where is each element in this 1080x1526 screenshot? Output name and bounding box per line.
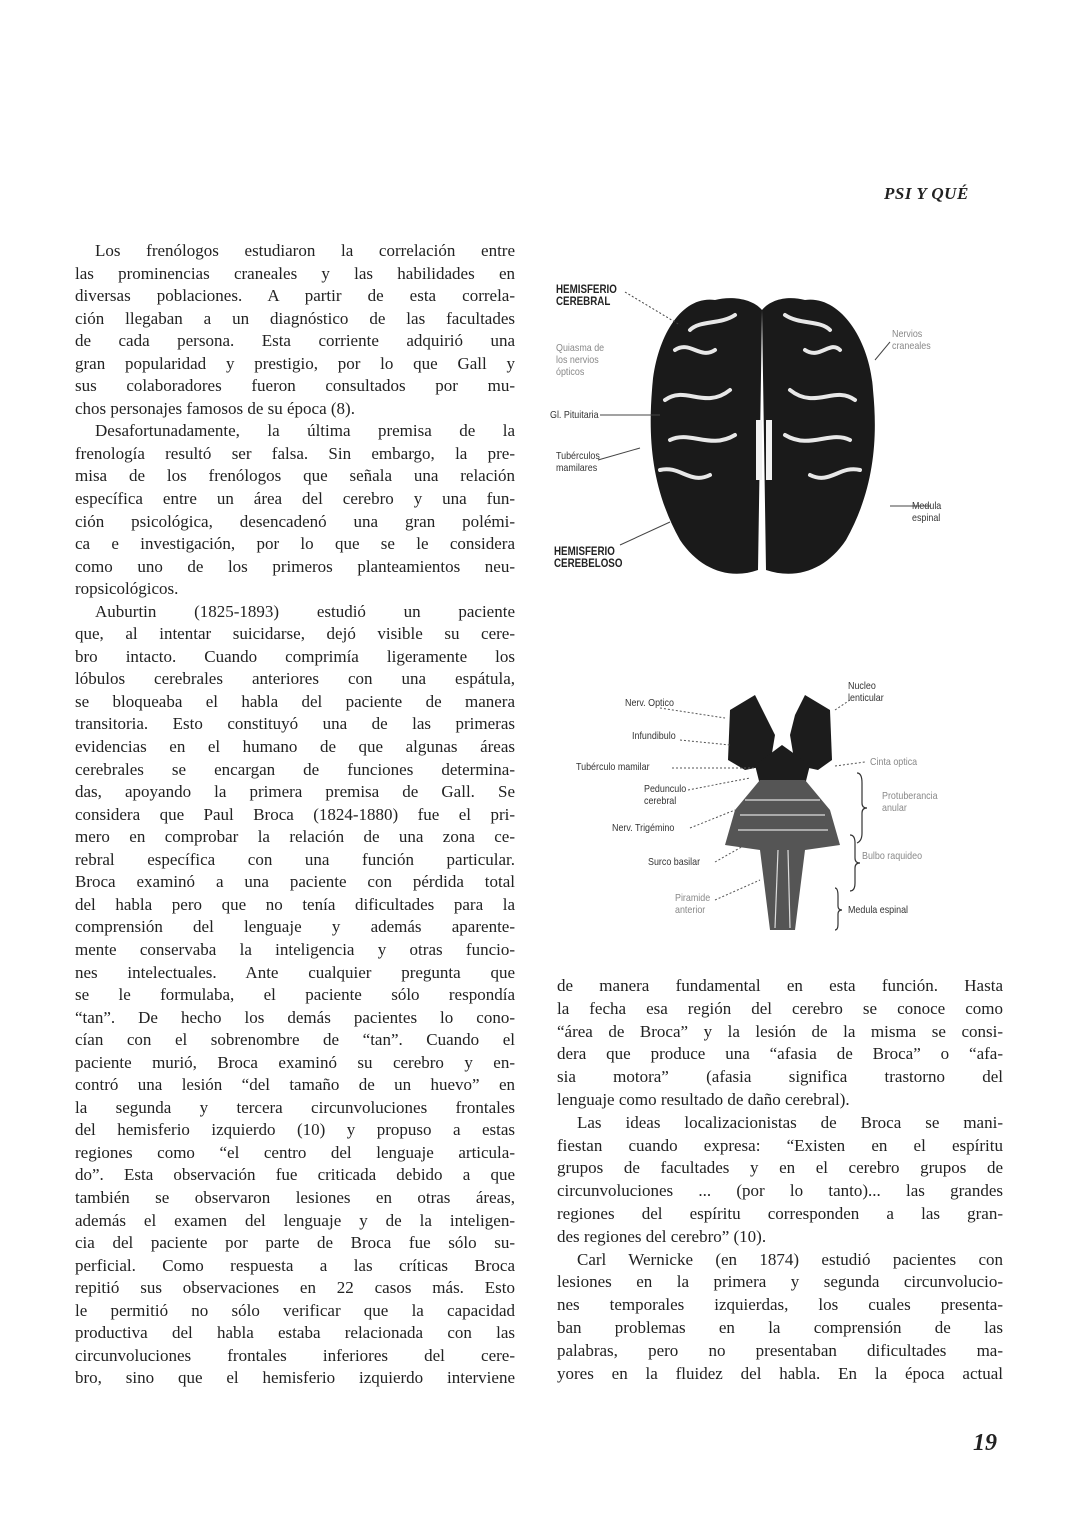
label-cinta-optica: Cinta optica bbox=[870, 756, 918, 768]
label-nervios-craneales: Nervios craneales bbox=[892, 328, 931, 352]
text-line: repitió sus observaciones en 22 casos más. Esto bbox=[75, 1278, 515, 1298]
left-text-column bbox=[75, 240, 515, 1390]
label-infundibulo: Infundibulo bbox=[632, 730, 676, 742]
text-line: grupos de facultades y en el cerebro grupos de bbox=[557, 1158, 1003, 1178]
right-text-column bbox=[557, 975, 1003, 1385]
text-line: mente conservaba la inteligencia y otras funcio- bbox=[75, 939, 515, 959]
label-hemisferio-cerebeloso: HEMISFERIO CEREBELOSO bbox=[554, 546, 623, 570]
text-line: misa de los frenólogos que señala una relación bbox=[75, 466, 515, 486]
text-line: cerebrales se encargan de funciones determina- bbox=[75, 759, 515, 779]
text-line: como uno de los primeros planteamientos neu- bbox=[75, 556, 515, 576]
text-line: específica entre un área del cerebro y una fun- bbox=[75, 489, 515, 509]
text-line: lesiones en la primera y segunda circunvolucio- bbox=[557, 1272, 1003, 1292]
text-line: circunvoluciones ... (por lo tanto)... las grandes bbox=[557, 1181, 1003, 1201]
text-line: das, apoyando la primera premisa de Gall. Se bbox=[75, 782, 515, 802]
text-line: de manera fundamental en esta función. Hasta bbox=[557, 976, 1003, 995]
text-line: Carl Wernicke (en 1874) estudió pacientes con bbox=[577, 1249, 1003, 1269]
label-trigemino: Nerv. Trigémino bbox=[612, 822, 675, 834]
text-line: ción llegaban a un diagnóstico de las facultades bbox=[75, 308, 515, 328]
label-pedunculo: Pedunculo cerebral bbox=[644, 783, 687, 807]
brainstem-figure bbox=[560, 670, 980, 940]
label-hemisferio-cerebral: HEMISFERIO CEREBRAL bbox=[556, 284, 617, 308]
text-line: evidencias en el humano de que algunas áreas bbox=[75, 737, 515, 757]
text-line: además el examen del lenguaje y de la inteligen- bbox=[75, 1210, 515, 1230]
text-line: Broca examinó a una paciente con pérdida total bbox=[75, 872, 515, 892]
text-line: también se observaron lesiones en otras áreas, bbox=[75, 1187, 515, 1207]
text-line: fiestan cuando expresa: “Existen en el espíritu bbox=[557, 1135, 1003, 1155]
label-nucleo-lenticular: Nucleo lenticular bbox=[848, 680, 884, 704]
label-protuberancia: Protuberancia anular bbox=[882, 790, 938, 814]
text-line: considera que Paul Broca (1824-1880) fue el pri- bbox=[75, 804, 515, 824]
text-line: de cada persona. Esta corriente adquirió una bbox=[75, 331, 515, 351]
text-line: cia del paciente por parte de Broca fue sólo su- bbox=[75, 1233, 515, 1253]
text-line: la fecha esa región del cerebro se conoce como bbox=[557, 998, 1003, 1018]
text-line: se bloqueaba el habla del paciente de manera bbox=[75, 691, 515, 711]
text-line: ca e investigación, por lo que se le considera bbox=[75, 534, 515, 554]
label-medula-espinal: Medula espinal bbox=[912, 500, 942, 524]
text-line: lóbulos cerebrales anteriores con una espátula, bbox=[75, 669, 515, 689]
text-line: del habla pero que no tenía dificultades para la bbox=[75, 894, 515, 914]
text-line: del hemisferio izquierdo (10) y propuso a estas bbox=[75, 1120, 515, 1140]
label-pituitaria: Gl. Pituitaria bbox=[550, 409, 599, 421]
text-line: gran popularidad y prestigio, por lo que Gall y bbox=[75, 353, 515, 373]
label-tuberculo-mamilar: Tubérculo mamilar bbox=[576, 761, 650, 773]
text-line: regiones del espíritu corresponden a las gran- bbox=[557, 1203, 1003, 1223]
label-quiasma: Quiasma de los nervios ópticos bbox=[556, 342, 605, 378]
label-surco-basilar: Surco basilar bbox=[648, 856, 701, 868]
text-line: contró una lesión “del tamaño de un huevo” en bbox=[75, 1075, 515, 1095]
text-line: le permitió no sólo verificar que la capacidad bbox=[75, 1300, 515, 1320]
label-tuberculos: Tubérculos mamilares bbox=[556, 450, 600, 474]
text-line: rebral específica con una función particular. bbox=[75, 849, 515, 869]
label-medula-espinal-2: Medula espinal bbox=[848, 904, 909, 916]
text-line: Los frenólogos estudiaron la correlación entre bbox=[95, 241, 515, 260]
text-line: palabras, pero no presentaban dificultades ma- bbox=[557, 1340, 1003, 1360]
text-line: nes temporales izquierdas, los cuales presenta- bbox=[557, 1295, 1003, 1315]
text-line: frenología resultó ser falsa. Sin embargo, la pre- bbox=[75, 443, 515, 463]
text-line: cían con el sobrenombre de “tan”. Cuando el bbox=[75, 1030, 515, 1050]
text-line: ropsicológicos. bbox=[75, 579, 179, 599]
text-line: des regiones del cerebro” (10). bbox=[557, 1226, 767, 1246]
text-line: Desafortunadamente, la última premisa de la bbox=[95, 421, 515, 441]
text-line: “tan”. De hecho los demás pacientes lo cono- bbox=[75, 1007, 515, 1027]
text-line: bro intacto. Cuando comprimía ligeramente los bbox=[75, 646, 515, 666]
text-line: nes intelectuales. Ante cualquier pregunta que bbox=[75, 962, 515, 982]
text-line: Auburtin (1825-1893) estudió un paciente bbox=[95, 601, 515, 621]
text-line: chos personajes famosos de su época (8). bbox=[75, 398, 355, 418]
text-line: se le formulaba, el paciente sólo respondía bbox=[75, 985, 515, 1005]
brain-base-illustration bbox=[540, 270, 980, 590]
text-line: comprensión del lenguaje y además aparente- bbox=[75, 917, 515, 937]
text-line: perficial. Como respuesta a las críticas Broca bbox=[75, 1255, 515, 1275]
label-piramide: Piramide anterior bbox=[675, 892, 711, 916]
text-line: “área de Broca” y la lesión de la misma se consi- bbox=[557, 1021, 1003, 1041]
text-line: las prominencias craneales y las habilidades en bbox=[75, 263, 515, 283]
text-line: paciente murió, Broca examinó su cerebro y en- bbox=[75, 1052, 515, 1072]
text-line: ban problemas en la comprensión de las bbox=[557, 1317, 1003, 1337]
text-line: dera que produce una “afasia de Broca” o “afa- bbox=[557, 1044, 1003, 1064]
text-line: regiones como “el centro del lenguaje articula- bbox=[75, 1142, 515, 1162]
text-line: Las ideas localizacionistas de Broca se mani- bbox=[577, 1112, 1003, 1132]
text-line: la segunda y tercera circunvoluciones frontales bbox=[75, 1097, 515, 1117]
text-line: productiva del habla estaba relacionada con las bbox=[75, 1323, 515, 1343]
label-bulbo-raquideo: Bulbo raquideo bbox=[862, 850, 923, 862]
text-line: lenguaje como resultado de daño cerebral). bbox=[557, 1089, 850, 1109]
text-line: mero en comprobar la relación de una zona ce- bbox=[75, 827, 515, 847]
page-number: 19 bbox=[973, 1430, 997, 1456]
text-line: circunvoluciones frontales inferiores del cere- bbox=[75, 1345, 515, 1365]
text-line: yores en la fluidez del habla. En la época actual bbox=[557, 1363, 1003, 1383]
text-line: sia motora” (afasia significa trastorno del bbox=[557, 1067, 1003, 1087]
running-header: PSI Y QUÉ bbox=[884, 184, 969, 203]
text-line: ción psicológica, desencadenó una gran polémi- bbox=[75, 511, 515, 531]
label-nerv-optico: Nerv. Optico bbox=[625, 697, 674, 709]
text-line: que, al intentar suicidarse, dejó visible su cere- bbox=[75, 624, 515, 644]
text-line: bro, sino que el hemisferio izquierdo interviene bbox=[75, 1368, 515, 1388]
text-line: transitoria. Esto constituyó una de las primeras bbox=[75, 714, 515, 734]
text-line: diversas poblaciones. A partir de esta correla- bbox=[75, 286, 515, 306]
text-line: sus colaboradores fueron consultados por mu- bbox=[75, 376, 515, 396]
brain-base-figure bbox=[540, 270, 980, 590]
text-line: do”. Esta observación fue criticada debido a que bbox=[75, 1165, 515, 1185]
